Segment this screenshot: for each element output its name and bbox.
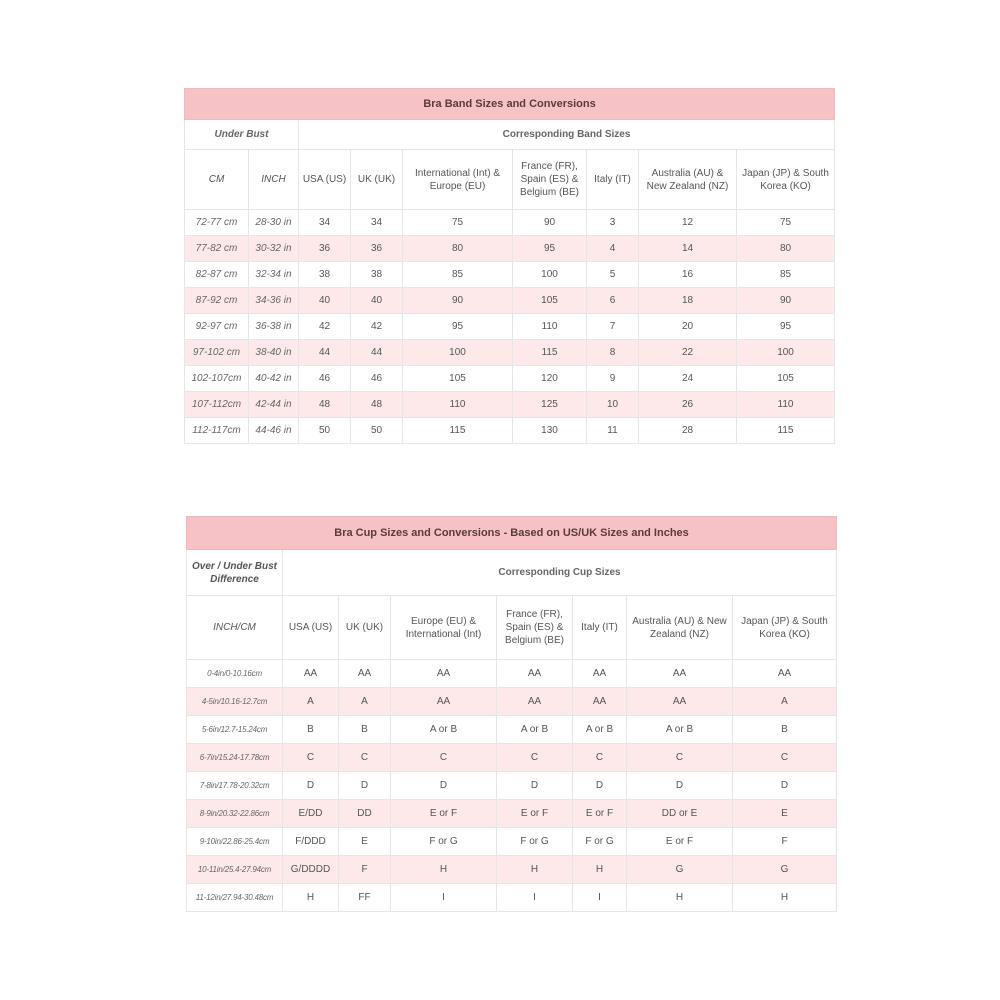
header-int-eu: International (Int) & Europe (EU) xyxy=(403,150,513,210)
table-cell: 11 xyxy=(587,418,639,444)
table-cell: C xyxy=(391,744,497,772)
table-cell: 5 xyxy=(587,262,639,288)
table-cell: AA xyxy=(573,688,627,716)
table-cell: D xyxy=(573,772,627,800)
table-cell: F or G xyxy=(573,828,627,856)
table-cell: G/DDDD xyxy=(283,856,339,884)
table-row xyxy=(187,800,837,828)
header-eu-int: Europe (EU) & International (Int) xyxy=(391,596,497,660)
table-cell: 10-11in/25.4-27.94cm xyxy=(187,856,283,884)
table-cell: 20 xyxy=(639,314,737,340)
table-cell: 8-9in/20.32-22.86cm xyxy=(187,800,283,828)
table-cell: A or B xyxy=(573,716,627,744)
table-cell: 105 xyxy=(513,288,587,314)
table-cell: 4-5in/10.16-12.7cm xyxy=(187,688,283,716)
table-cell: D xyxy=(497,772,573,800)
table-cell: F xyxy=(733,828,837,856)
table-row xyxy=(185,262,835,288)
table-cell: 40 xyxy=(299,288,351,314)
table-cell: 5-6in/12.7-15.24cm xyxy=(187,716,283,744)
table-cell: 7 xyxy=(587,314,639,340)
table-cell: 34-36 in xyxy=(249,288,299,314)
table-row xyxy=(187,856,837,884)
band-table-title: Bra Band Sizes and Conversions xyxy=(185,89,835,120)
table-cell: AA xyxy=(497,688,573,716)
header-inch-cm: INCH/CM xyxy=(187,596,283,660)
table-cell: I xyxy=(497,884,573,912)
table-cell: 97-102 cm xyxy=(185,340,249,366)
table-cell: C xyxy=(497,744,573,772)
table-cell: 42-44 in xyxy=(249,392,299,418)
table-cell: A xyxy=(339,688,391,716)
table-cell: 80 xyxy=(403,236,513,262)
table-cell: 12 xyxy=(639,210,737,236)
table-row xyxy=(185,418,835,444)
cup-size-table xyxy=(186,516,837,912)
table-cell: 16 xyxy=(639,262,737,288)
table-row xyxy=(185,340,835,366)
table-row xyxy=(185,236,835,262)
header-uk: UK (UK) xyxy=(351,150,403,210)
table-cell: 115 xyxy=(737,418,835,444)
table-cell: 72-77 cm xyxy=(185,210,249,236)
table-cell: 85 xyxy=(737,262,835,288)
table-cell: 7-8in/17.78-20.32cm xyxy=(187,772,283,800)
corresponding-cup-label: Corresponding Cup Sizes xyxy=(283,550,837,596)
table-cell: 46 xyxy=(351,366,403,392)
table-cell: B xyxy=(339,716,391,744)
header-usa: USA (US) xyxy=(299,150,351,210)
table-cell: 40-42 in xyxy=(249,366,299,392)
table-cell: A or B xyxy=(391,716,497,744)
table-cell: 36 xyxy=(299,236,351,262)
table-cell: 40 xyxy=(351,288,403,314)
table-cell: AA xyxy=(627,688,733,716)
table-cell: 24 xyxy=(639,366,737,392)
table-cell: 95 xyxy=(513,236,587,262)
table-cell: 90 xyxy=(513,210,587,236)
table-cell: C xyxy=(573,744,627,772)
table-cell: 44 xyxy=(299,340,351,366)
table-cell: 110 xyxy=(403,392,513,418)
table-cell: 102-107cm xyxy=(185,366,249,392)
table-cell: 105 xyxy=(403,366,513,392)
table-cell: FF xyxy=(339,884,391,912)
table-cell: 50 xyxy=(351,418,403,444)
table-cell: 77-82 cm xyxy=(185,236,249,262)
table-cell: 48 xyxy=(299,392,351,418)
corresponding-band-label: Corresponding Band Sizes xyxy=(299,120,835,150)
table-cell: 42 xyxy=(299,314,351,340)
table-cell: H xyxy=(391,856,497,884)
table-row xyxy=(187,884,837,912)
table-cell: 115 xyxy=(403,418,513,444)
table-row xyxy=(187,716,837,744)
table-cell: I xyxy=(573,884,627,912)
table-cell: F or G xyxy=(391,828,497,856)
table-cell: AA xyxy=(627,660,733,688)
table-cell: 105 xyxy=(737,366,835,392)
bust-difference-label: Over / Under Bust Difference xyxy=(187,550,283,596)
table-cell: 75 xyxy=(403,210,513,236)
header-usa: USA (US) xyxy=(283,596,339,660)
table-cell: 38-40 in xyxy=(249,340,299,366)
table-cell: 110 xyxy=(513,314,587,340)
table-cell: 28 xyxy=(639,418,737,444)
table-cell: 130 xyxy=(513,418,587,444)
table-cell: F xyxy=(339,856,391,884)
table-cell: F or G xyxy=(497,828,573,856)
table-cell: E xyxy=(339,828,391,856)
table-cell: E or F xyxy=(497,800,573,828)
table-cell: 120 xyxy=(513,366,587,392)
under-bust-label: Under Bust xyxy=(185,120,299,150)
header-au-nz: Australia (AU) & New Zealand (NZ) xyxy=(639,150,737,210)
table-row xyxy=(187,744,837,772)
table-cell: 26 xyxy=(639,392,737,418)
header-fr-es-be: France (FR), Spain (ES) & Belgium (BE) xyxy=(497,596,573,660)
table-cell: 11-12in/27.94-30.48cm xyxy=(187,884,283,912)
table-cell: 32-34 in xyxy=(249,262,299,288)
cup-table-title: Bra Cup Sizes and Conversions - Based on US/UK Sizes and Inches xyxy=(187,517,837,550)
table-cell: 0-4in/0-10.16cm xyxy=(187,660,283,688)
table-cell: AA xyxy=(391,688,497,716)
table-cell: B xyxy=(283,716,339,744)
table-cell: 115 xyxy=(513,340,587,366)
table-cell: AA xyxy=(733,660,837,688)
table-cell: D xyxy=(733,772,837,800)
table-cell: A xyxy=(283,688,339,716)
table-cell: D xyxy=(391,772,497,800)
header-jp-ko: Japan (JP) & South Korea (KO) xyxy=(737,150,835,210)
table-cell: 30-32 in xyxy=(249,236,299,262)
header-cm: CM xyxy=(185,150,249,210)
table-cell: DD xyxy=(339,800,391,828)
table-cell: 34 xyxy=(299,210,351,236)
table-cell: 34 xyxy=(351,210,403,236)
table-cell: 85 xyxy=(403,262,513,288)
table-cell: 46 xyxy=(299,366,351,392)
table-cell: E or F xyxy=(391,800,497,828)
table-cell: 100 xyxy=(403,340,513,366)
table-cell: 112-117cm xyxy=(185,418,249,444)
table-row xyxy=(185,392,835,418)
table-cell: 107-112cm xyxy=(185,392,249,418)
table-cell: 100 xyxy=(737,340,835,366)
table-cell: A or B xyxy=(627,716,733,744)
table-cell: 6-7in/15.24-17.78cm xyxy=(187,744,283,772)
table-cell: C xyxy=(339,744,391,772)
table-cell: 50 xyxy=(299,418,351,444)
header-uk: UK (UK) xyxy=(339,596,391,660)
table-cell: 80 xyxy=(737,236,835,262)
table-cell: 95 xyxy=(737,314,835,340)
table-cell: 4 xyxy=(587,236,639,262)
table-cell: 92-97 cm xyxy=(185,314,249,340)
table-cell: 100 xyxy=(513,262,587,288)
table-cell: H xyxy=(497,856,573,884)
table-cell: AA xyxy=(391,660,497,688)
table-cell: 44 xyxy=(351,340,403,366)
table-cell: 6 xyxy=(587,288,639,314)
table-cell: E xyxy=(733,800,837,828)
table-cell: H xyxy=(573,856,627,884)
table-cell: 36 xyxy=(351,236,403,262)
table-cell: 38 xyxy=(299,262,351,288)
table-cell: AA xyxy=(573,660,627,688)
table-cell: 110 xyxy=(737,392,835,418)
header-italy: Italy (IT) xyxy=(587,150,639,210)
header-inch: INCH xyxy=(249,150,299,210)
band-header-row xyxy=(185,150,835,210)
table-cell: 28-30 in xyxy=(249,210,299,236)
table-cell: 95 xyxy=(403,314,513,340)
table-cell: B xyxy=(733,716,837,744)
table-cell: AA xyxy=(339,660,391,688)
table-cell: A or B xyxy=(497,716,573,744)
table-cell: 90 xyxy=(737,288,835,314)
table-cell: 125 xyxy=(513,392,587,418)
table-cell: 22 xyxy=(639,340,737,366)
table-row xyxy=(187,688,837,716)
table-cell: E or F xyxy=(573,800,627,828)
table-cell: 90 xyxy=(403,288,513,314)
header-fr-es-be: France (FR), Spain (ES) & Belgium (BE) xyxy=(513,150,587,210)
header-italy: Italy (IT) xyxy=(573,596,627,660)
table-cell: AA xyxy=(497,660,573,688)
table-cell: 3 xyxy=(587,210,639,236)
table-cell: F/DDD xyxy=(283,828,339,856)
table-cell: C xyxy=(627,744,733,772)
table-cell: H xyxy=(627,884,733,912)
table-cell: 8 xyxy=(587,340,639,366)
table-row xyxy=(185,288,835,314)
table-cell: 75 xyxy=(737,210,835,236)
table-cell: 18 xyxy=(639,288,737,314)
table-cell: C xyxy=(733,744,837,772)
table-cell: 36-38 in xyxy=(249,314,299,340)
band-size-table xyxy=(184,88,835,444)
table-cell: G xyxy=(627,856,733,884)
table-cell: 14 xyxy=(639,236,737,262)
table-cell: D xyxy=(627,772,733,800)
table-cell: D xyxy=(339,772,391,800)
table-row xyxy=(185,366,835,392)
table-cell: G xyxy=(733,856,837,884)
table-cell: 87-92 cm xyxy=(185,288,249,314)
table-cell: C xyxy=(283,744,339,772)
table-cell: H xyxy=(283,884,339,912)
table-row xyxy=(187,828,837,856)
header-au-nz: Australia (AU) & New Zealand (NZ) xyxy=(627,596,733,660)
table-cell: 44-46 in xyxy=(249,418,299,444)
table-cell: AA xyxy=(283,660,339,688)
table-row xyxy=(187,772,837,800)
table-cell: H xyxy=(733,884,837,912)
table-cell: 10 xyxy=(587,392,639,418)
table-cell: 42 xyxy=(351,314,403,340)
table-row xyxy=(187,660,837,688)
table-cell: DD or E xyxy=(627,800,733,828)
table-cell: A xyxy=(733,688,837,716)
table-cell: E or F xyxy=(627,828,733,856)
table-cell: E/DD xyxy=(283,800,339,828)
table-cell: 9-10in/22.86-25.4cm xyxy=(187,828,283,856)
table-cell: D xyxy=(283,772,339,800)
cup-header-row xyxy=(187,596,837,660)
table-row xyxy=(185,314,835,340)
header-jp-ko: Japan (JP) & South Korea (KO) xyxy=(733,596,837,660)
table-row xyxy=(185,210,835,236)
table-cell: 48 xyxy=(351,392,403,418)
table-cell: 9 xyxy=(587,366,639,392)
table-cell: 38 xyxy=(351,262,403,288)
table-cell: 82-87 cm xyxy=(185,262,249,288)
table-cell: I xyxy=(391,884,497,912)
